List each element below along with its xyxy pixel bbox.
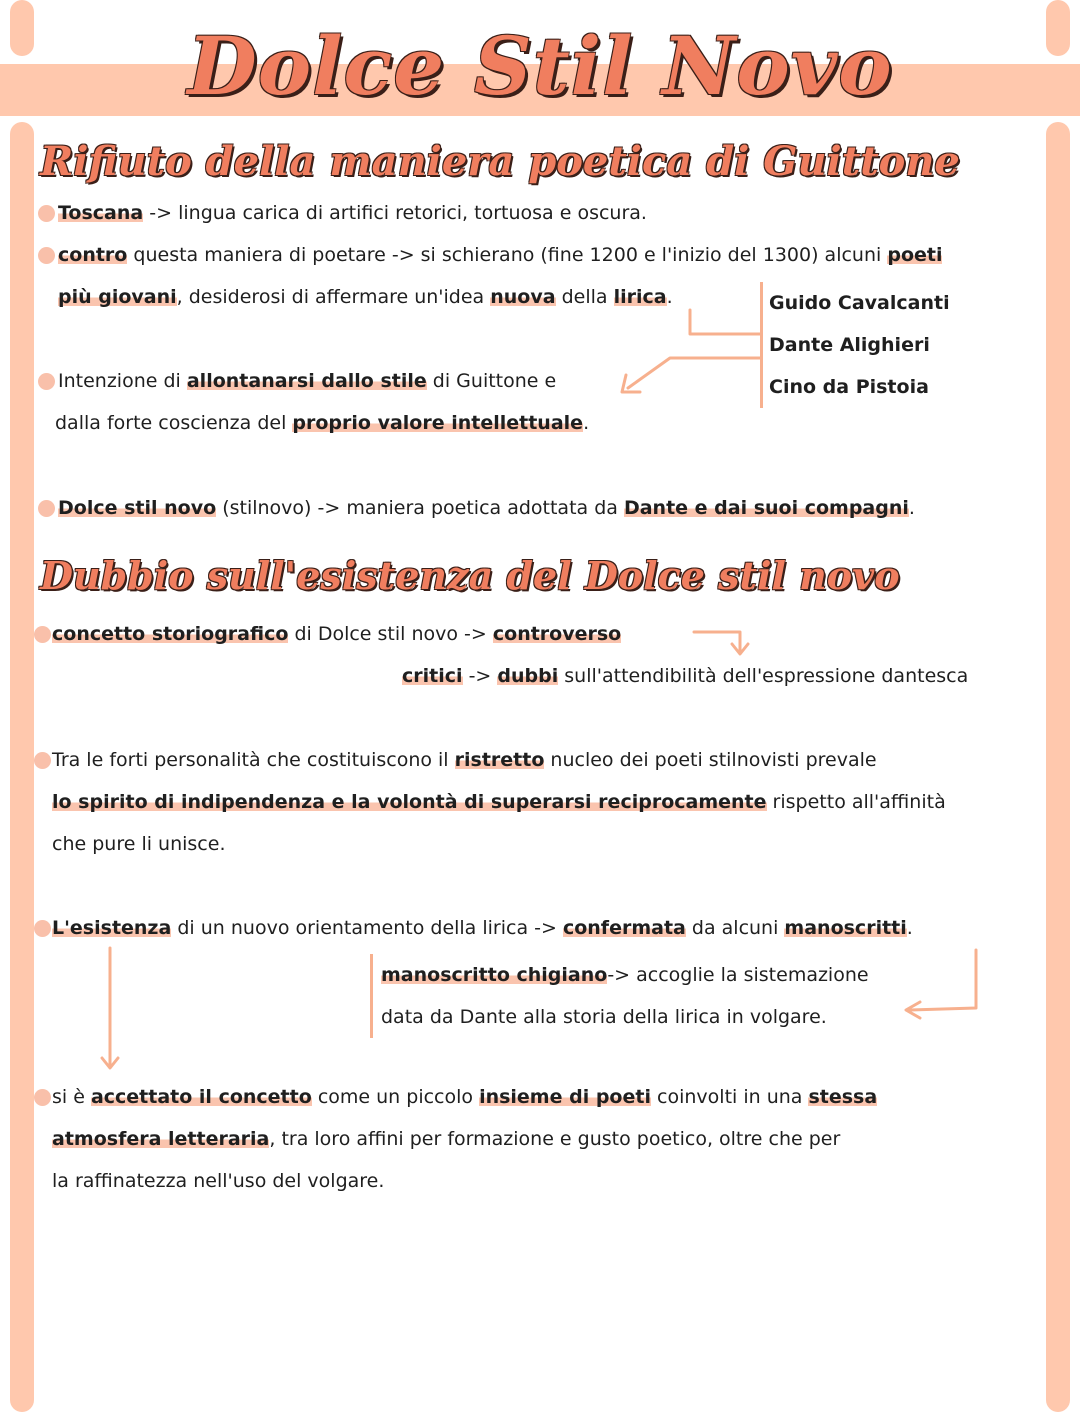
poet-name: Cino da Pistoia <box>769 376 929 398</box>
manuscript-line2: data da Dante alla storia della lirica in volgare. <box>381 1006 827 1028</box>
page-title: Dolce Stil Novo <box>187 19 893 113</box>
bullet-personalita-line1: Tra le forti personalità che costituiscono il ristretto nucleo dei poeti stilnovisti prevale <box>52 749 877 771</box>
bullet-contro-line2: più giovani, desiderosi di affermare un'idea nuova della lirica. <box>58 286 673 308</box>
lirica-to-poets-arrow <box>690 310 760 334</box>
poet-name: Dante Alighieri <box>769 334 930 356</box>
bullet-contro-line1: contro questa maniera di poetare -> si schierano (fine 1200 e l'inizio del 1300) alcuni poeti <box>58 244 943 266</box>
manuscript-line1: manoscritto chigiano-> accoglie la sistemazione <box>381 964 869 986</box>
bullet-accettato-line1: si è accettato il concetto come un piccolo insieme di poeti coinvolti in una stessa <box>52 1086 878 1108</box>
bullet-accettato-line2: atmosfera letteraria, tra loro affini per formazione e gusto poetico, oltre che per <box>52 1128 841 1150</box>
poets-to-intenzione-arrowhead <box>622 375 640 392</box>
bullet-toscana: Toscana -> lingua carica di artifici retorici, tortuosa e oscura. <box>58 202 647 224</box>
poet-name: Guido Cavalcanti <box>769 292 950 314</box>
bullet-personalita-line3: che pure li unisce. <box>52 833 226 855</box>
critics-line: critici -> dubbi sull'attendibilità dell'espressione dantesca <box>402 665 969 687</box>
bullet-personalita-line2: lo spirito di indipendenza e la volontà di superarsi reciprocamente rispetto all'affinità <box>52 791 946 813</box>
bullet-concetto: concetto storiografico di Dolce stil novo -> controverso <box>52 623 622 645</box>
bullet-esistenza: L'esistenza di un nuovo orientamento della lirica -> confermata da alcuni manoscritti. <box>52 917 913 939</box>
bullet-accettato-line3: la raffinatezza nell'uso del volgare. <box>52 1170 385 1192</box>
bullet-intenzione-line2: dalla forte coscienza del proprio valore intellettuale. <box>55 412 590 434</box>
poets-to-intenzione-arrow <box>628 358 760 388</box>
bullet-dolce-stil-novo: Dolce stil novo (stilnovo) -> maniera poetica adottata da Dante e dai suoi compagni. <box>58 497 915 519</box>
controverso-to-critici-arrow <box>694 632 740 652</box>
bullet-intenzione-line1: Intenzione di allontanarsi dallo stile di Guittone e <box>58 370 557 392</box>
section-heading-dubbio: Dubbio sull'esistenza del Dolce stil novo <box>40 553 900 598</box>
section-heading-rifiuto: Rifiuto della maniera poetica di Guittone <box>40 138 960 185</box>
